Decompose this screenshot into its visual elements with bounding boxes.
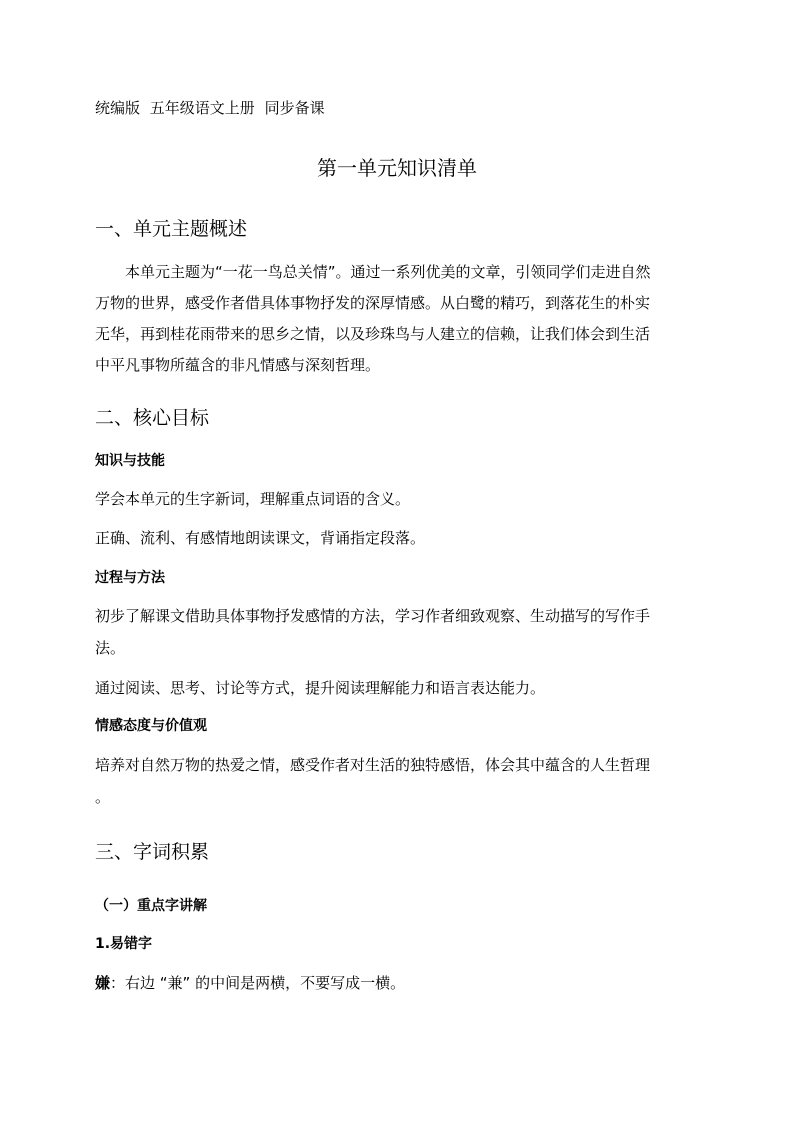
theme-overview-paragraph [95, 257, 699, 381]
paragraph-line: 本单元主题为“一花一鸟总关情”。通过一系列优美的文章，引领同学们走进自然 [125, 263, 651, 281]
subheading-process-method: 过程与方法 [95, 570, 165, 586]
character-entry-char: 嫌 [95, 974, 111, 992]
goal-item-continuation: 法。 [95, 639, 126, 657]
goal-item-continuation: 。 [95, 788, 111, 806]
header-grade-volume: 五年级语文上册 [149, 99, 255, 117]
character-entry [95, 973, 405, 993]
goal-item: 初步了解课文借助具体事物抒发感情的方法，学习作者细致观察、生动描写的写作手 [95, 607, 651, 625]
subheading-knowledge-skills: 知识与技能 [95, 453, 165, 469]
section-heading-core-goals: 二、核心目标 [95, 407, 210, 429]
subheading-error-prone-characters: 1.易错字 [95, 936, 153, 952]
subheading-values: 情感态度与价值观 [95, 718, 207, 734]
section-heading-theme-overview: 一、单元主题概述 [95, 218, 248, 240]
header-course: 同步备课 [264, 99, 325, 117]
paragraph-line: 万物的世界，感受作者借具体事物抒发的深厚情感。从白鹭的精巧，到落花生的朴实 [95, 294, 651, 312]
goal-item: 学会本单元的生字新词，理解重点词语的含义。 [95, 490, 411, 508]
goal-item: 正确、流利、有感情地朗读课文，背诵指定段落。 [95, 529, 426, 547]
header-edition: 统编版 [95, 99, 141, 117]
page-title: 第一单元知识清单 [317, 156, 477, 180]
goal-item: 培养对自然万物的热爱之情，感受作者对生活的独特感悟，体会其中蕴含的人生哲理 [95, 756, 651, 774]
paragraph-line: 中平凡事物所蕴含的非凡情感与深刻哲理。 [95, 356, 381, 374]
section-heading-vocabulary: 三、字词积累 [95, 841, 210, 863]
document-header [95, 98, 330, 118]
paragraph-line: 无华，再到桂花雨带来的思乡之情，以及珍珠鸟与人建立的信赖，让我们体会到生活 [95, 325, 651, 343]
subheading-key-characters: （一）重点字讲解 [95, 898, 207, 914]
character-entry-text: ：右边 “兼” 的中间是两横，不要写成一横。 [110, 974, 406, 992]
goal-item: 通过阅读、思考、讨论等方式，提升阅读理解能力和语言表达能力。 [95, 679, 546, 697]
